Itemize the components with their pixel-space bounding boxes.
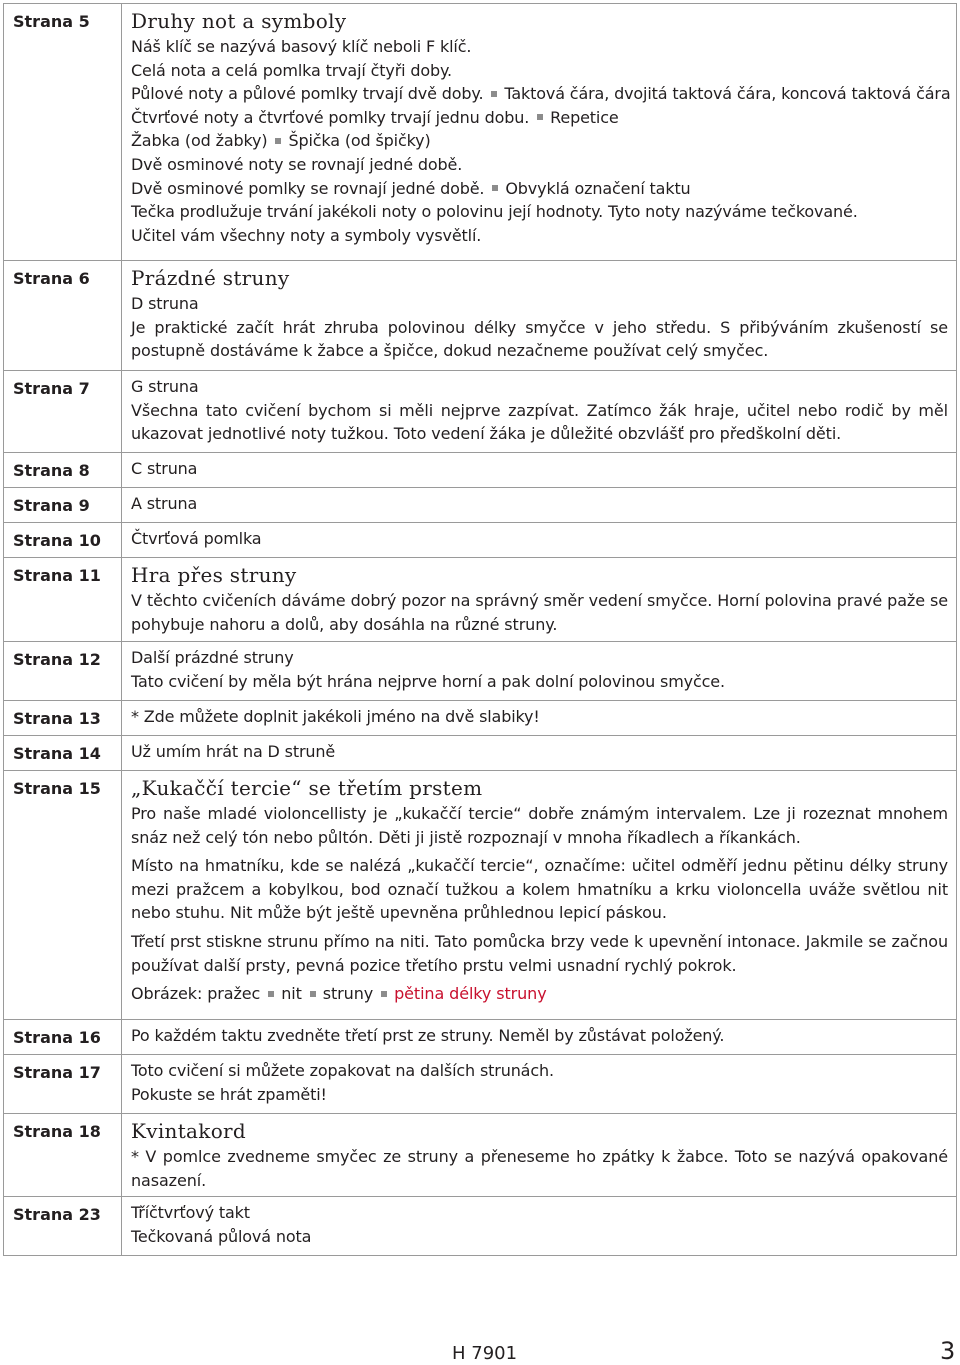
row-content (122, 771, 957, 1020)
page-label: Strana 9 (4, 488, 122, 523)
text-line: Toto cvičení si můžete zopakovat na dalších strunách. (131, 1061, 554, 1080)
text-line: Tečkovaná půlová nota (131, 1226, 312, 1246)
bullet-square-icon (492, 185, 498, 191)
text-segment: Špička (od špičky) (288, 131, 431, 151)
text-line (131, 177, 948, 201)
text-line: A struna (131, 494, 198, 513)
paragraph: V těchto cvičeních dáváme dobrý pozor na správný směr vedení smyčce. Horní polovina pravé paže se pohybuje nahoru a dolů, aby dosáhla na různé struny. (131, 591, 948, 634)
page-label: Strana 23 (4, 1197, 122, 1256)
text-line: Další prázdné struny (131, 648, 294, 667)
section-heading: Druhy not a symboly (131, 9, 347, 33)
page-label: Strana 14 (4, 736, 122, 771)
row-content (122, 701, 957, 736)
section-heading: Kvintakord (131, 1119, 247, 1143)
section-heading: Hra přes struny (131, 563, 297, 587)
text-segment: Repetice (550, 107, 619, 127)
page-label: Strana 8 (4, 453, 122, 488)
row-content (122, 1020, 957, 1055)
page-label: Strana 18 (4, 1114, 122, 1197)
text-line (131, 129, 948, 153)
table-row (4, 371, 957, 453)
content-table (3, 3, 957, 1256)
caption-segment: Obrázek: pražec (131, 984, 261, 1004)
text-line: Tříčtvrťový takt (131, 1203, 250, 1222)
bullet-square-icon (275, 138, 281, 144)
text-segment: Půlové noty a půlové pomlky trvají dvě doby. (131, 84, 484, 104)
figure-caption (131, 982, 948, 1006)
table-row (4, 642, 957, 701)
table-row (4, 1055, 957, 1114)
row-content (122, 4, 957, 261)
text-segment: Čtvrťové noty a čtvrťové pomlky trvají jednu dobu. (131, 107, 530, 127)
table-row (4, 701, 957, 736)
paragraph: * V pomlce zvedneme smyčec ze struny a přeneseme ho zpátky k žabce. Toto se nazývá opakované nasazení. (131, 1147, 948, 1190)
row-content (122, 1197, 957, 1256)
paragraph: Je praktické začít hrát zhruba polovinou délky smyčce v jeho středu. S přibýváním zkušeností se postupně dostáváme k žabce a špičce, dokud nezačneme používat celý smyčec. (131, 317, 948, 361)
row-content (122, 558, 957, 642)
text-line: Už umím hrát na D struně (131, 742, 336, 761)
page-label: Strana 10 (4, 523, 122, 558)
page-label: Strana 17 (4, 1055, 122, 1114)
row-content (122, 523, 957, 558)
text-line: * Zde můžete doplnit jakékoli jméno na dvě slabiky! (131, 707, 540, 726)
paragraph: Místo na hmatníku, kde se nalézá „kukaččí tercie“, označíme: učitel odměří jednu pětinu délky struny mezi pražcem a kobylkou, bod označí tužkou a kolem hmatníku a krku violoncella uváže světlou nit nebo stuhu. Nit může být ještě upevněna průhlednou lepicí páskou. (131, 856, 948, 923)
text-line: Náš klíč se nazývá basový klíč neboli F klíč. (131, 37, 472, 56)
page-label: Strana 13 (4, 701, 122, 736)
text-line (131, 82, 951, 106)
table-row (4, 1197, 957, 1256)
page-label: Strana 12 (4, 642, 122, 701)
caption-segment: struny (322, 984, 374, 1004)
table-row (4, 1114, 957, 1197)
text-line: Celá nota a celá pomlka trvají čtyři doby. (131, 60, 452, 80)
text-line: Pokuste se hrát zpaměti! (131, 1084, 327, 1104)
table-row (4, 736, 957, 771)
text-segment: Obvyklá označení taktu (505, 178, 691, 198)
text-segment: Taktová čára, dvojitá taktová čára, koncová taktová čára (504, 84, 951, 104)
text-segment: Dvě osminové pomlky se rovnají jedné době. (131, 178, 485, 198)
bullet-square-icon (381, 991, 387, 997)
text-line: Po každém taktu zvedněte třetí prst ze struny. Neměl by zůstávat položený. (131, 1026, 725, 1045)
row-content (122, 736, 957, 771)
caption-segment: nit (281, 984, 302, 1004)
table-row (4, 558, 957, 642)
table-row (4, 523, 957, 558)
paragraph: Pro naše mladé violoncellisty je „kukaččí tercie“ dobře známým intervalem. Lze ji rozeznat mnohem snáz než celý tón nebo půltón. Děti ji jistě rozpoznají v mnoha říkadlech a říkankách. (131, 804, 948, 847)
table-row (4, 261, 957, 371)
text-line: Tečka prodlužuje trvání jakékoli noty o polovinu její hodnoty. Tyto noty nazýváme tečkované. (131, 202, 858, 222)
table-row (4, 453, 957, 488)
document-code: H 7901 (452, 1343, 518, 1364)
bullet-square-icon (268, 991, 274, 997)
page-label: Strana 6 (4, 261, 122, 371)
paragraph: Třetí prst stiskne strunu přímo na niti. Tato pomůcka brzy vede k upevnění intonace. Jakmile se začnou používat další prsty, pevná pozice třetího prstu velmi usnadní rychlý pokrok. (131, 931, 948, 975)
row-content (122, 261, 957, 371)
text-line: D struna (131, 294, 199, 313)
paragraph: Všechna tato cvičení bychom si měli nejprve zazpívat. Zatímco žák hraje, učitel nebo rodič by měl ukazovat jednotlivé noty tužkou. Toto vedení žáka je důležité obzvlášť pro předškolní děti. (131, 400, 948, 444)
text-line (131, 106, 948, 130)
section-heading: „Kukaččí tercie“ se třetím prstem (131, 776, 483, 800)
text-line: Čtvrťová pomlka (131, 529, 262, 548)
bullet-square-icon (310, 991, 316, 997)
page-label: Strana 5 (4, 4, 122, 261)
page-label: Strana 11 (4, 558, 122, 642)
text-segment: Žabka (od žabky) (131, 131, 268, 151)
table-row (4, 488, 957, 523)
row-content (122, 371, 957, 453)
page-label: Strana 15 (4, 771, 122, 1020)
row-content (122, 1055, 957, 1114)
text-line: G struna (131, 377, 199, 396)
bullet-square-icon (537, 114, 543, 120)
row-content (122, 453, 957, 488)
row-content (122, 488, 957, 523)
text-line: Dvě osminové noty se rovnají jedné době. (131, 154, 463, 174)
bullet-square-icon (491, 91, 497, 97)
page-number: 3 (940, 1337, 956, 1365)
table-row (4, 771, 957, 1020)
row-content (122, 1114, 957, 1197)
text-line: Učitel vám všechny noty a symboly vysvětlí. (131, 225, 482, 245)
table-row (4, 1020, 957, 1055)
table-row (4, 4, 957, 261)
text-line: Tato cvičení by měla být hrána nejprve horní a pak dolní polovinou smyčce. (131, 671, 725, 691)
row-content (122, 642, 957, 701)
page-label: Strana 7 (4, 371, 122, 453)
page-label: Strana 16 (4, 1020, 122, 1055)
section-heading: Prázdné struny (131, 266, 290, 290)
caption-segment-highlight: pětina délky struny (394, 984, 547, 1004)
text-line: C struna (131, 459, 198, 478)
